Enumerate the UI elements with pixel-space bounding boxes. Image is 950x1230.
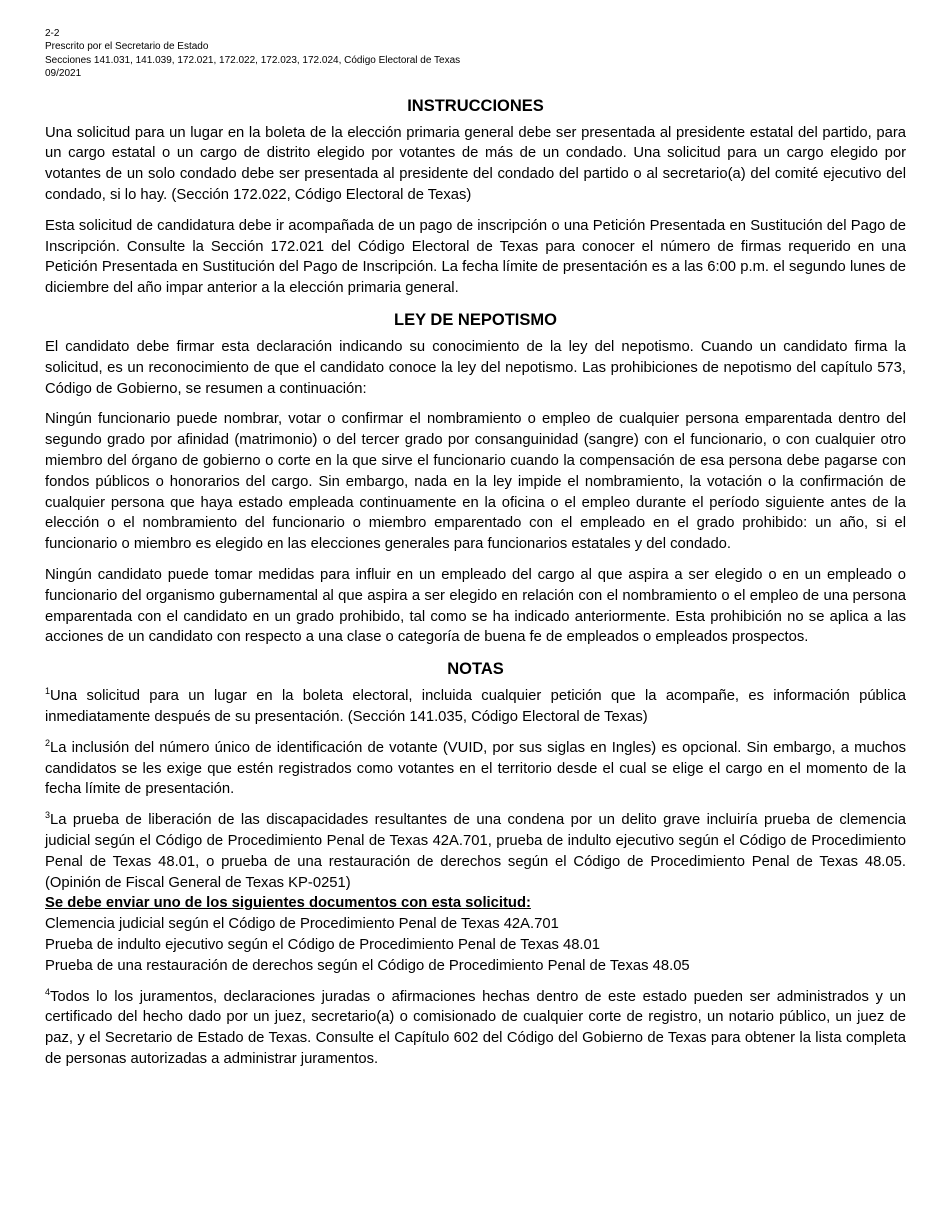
form-date: 09/2021 [45, 68, 82, 80]
note-1-marker: 1 [45, 686, 51, 697]
nepotismo-paragraph-3: Ningún candidato puede tomar medidas para influir en un empleado del cargo al que aspira a ser elegido o en un empleado o funcionario del organismo gubernamental al que aspira a ser elegido en relación con el nombramiento o el empleo de una persona emparentada con el candidato en un grado prohibido, tal como se ha indicado anteriormente. Esta prohibición no se aplica a las acciones de un candidato con respecto a una clase o categoría de buena fe de empleados o empleados prospectos. [45, 566, 906, 646]
document-page [45, 27, 906, 1080]
nepotismo-paragraph-1: El candidato debe firmar esta declaración indicando su conocimiento de la ley del nepotismo. Cuando un candidato firma la solicitud, es un reconocimiento de que el candidato conoce la ley del nepotismo. Las prohibiciones de nepotismo del capítulo 573, Código de Gobierno, se resumen a continuación: [45, 339, 906, 397]
note-2-text: La inclusión del número único de identificación de votante (VUID, por sus siglas en Ingles) es opcional. Sin embargo, a muchos candidatos se les exige que estén registrados como votantes en el territorio desde el cual se elige el cargo en el momento de la fecha límite de presentación. [45, 739, 906, 798]
required-document-item: Clemencia judicial según el Código de Procedimiento Penal de Texas 42A.701 [45, 916, 559, 933]
note-1-text: Una solicitud para un lugar en la boleta electoral, incluida cualquier petición que la acompañe, es información pública inmediatamente después de su presentación. (Sección 141.035, Código Electoral de Texas) [45, 688, 906, 725]
note-4 [45, 987, 906, 1070]
note-1 [45, 686, 906, 728]
note-4-marker: 4 [45, 986, 51, 997]
note-3-text: La prueba de liberación de las discapacidades resultantes de una condena por un delito grave incluiría prueba de clemencia judicial según el Código de Procedimiento Penal de Texas 42A.701, prueba de indulto ejecutivo según el Código de Procedimiento Penal de Texas 48.01, o prueba de una restauración de derechos según el Código de Procedimiento Penal de Texas 48.05. (Opinión de Fiscal General de Texas KP-0251) [45, 812, 906, 891]
note-4-text: Todos lo los juramentos, declaraciones juradas o afirmaciones hechas dentro de este estado pueden ser administrados y un certificado del hecho dado por un juez, secretario(a) o comisionado de cualquier corte de registro, un notario público, un juez de paz, y el Secretario de Estado de Texas. Consulte el Capítulo 602 del Código del Gobierno de Texas para obtener la lista completa de personas autorizadas a administrar juramentos. [45, 988, 906, 1067]
required-documents [45, 893, 906, 976]
prescribed-by: Prescrito por el Secretario de Estado [45, 41, 209, 53]
note-3 [45, 810, 906, 893]
instrucciones-paragraph-2: Esta solicitud de candidatura debe ir acompañada de un pago de inscripción o una Petición Presentada en Sustitución del Pago de Inscripción. Consulte la Sección 172.021 del Código Electoral de Texas para conocer el número de firmas requerido en una Petición Presentada en Sustitución del Pago de Inscripción. La fecha límite de presentación es a las 6:00 p.m. el segundo lunes de diciembre del año impar anterior a la elección primaria general. [45, 217, 906, 297]
instrucciones-paragraph-1: Una solicitud para un lugar en la boleta de la elección primaria general debe ser presentada al presidente estatal del partido, para un cargo estatal o un cargo de distrito elegido por votantes de más de un condado. Una solicitud para un cargo elegido por votantes de un solo condado debe ser presentada al presidente del condado del partido o al secretario(a) del comité ejecutivo del condado, si lo hay. (Sección 172.022, Código Electoral de Texas) [45, 124, 906, 204]
nepotismo-paragraph-2: Ningún funcionario puede nombrar, votar o confirmar el nombramiento o empleo de cualquier persona emparentada dentro del segundo grado por afinidad (matrimonio) o del tercer grado por consanguinidad (sangre) con el funcionario, o con cualquier otro miembro del órgano de gobierno o corte en la que sirve el funcionario cuando la compensación de esa persona debe pagarse con fondos públicos o honorarios del cargo. Sin embargo, nada en la ley impide el nombramiento, la votación o la confirmación de cualquier persona que haya estado empleada continuamente en la oficina o el empleo durante el período siguiente antes de la elección o el nombramiento del funcionario o miembro emparentado con el empleado en el grado prohibido: un año, si el funcionario o miembro es elegido en las elecciones generales para funcionarios estatales y del condado. [45, 411, 906, 553]
note-2 [45, 738, 906, 800]
note-2-marker: 2 [45, 737, 51, 748]
instrucciones-title: INSTRUCCIONES [407, 96, 544, 115]
nepotismo-title: LEY DE NEPOTISMO [394, 311, 557, 329]
statute-sections: Secciones 141.031, 141.039, 172.021, 172.022, 172.023, 172.024, Código Electoral de Texas [45, 54, 461, 66]
required-document-item: Prueba de indulto ejecutivo según el Código de Procedimiento Penal de Texas 48.01 [45, 936, 600, 953]
form-header [45, 27, 906, 81]
note-3-marker: 3 [45, 810, 51, 821]
required-documents-heading: Se debe enviar uno de los siguientes documentos con esta solicitud: [45, 895, 531, 912]
form-number: 2-2 [45, 28, 60, 39]
required-document-item: Prueba de una restauración de derechos según el Código de Procedimiento Penal de Texas 48.05 [45, 957, 690, 974]
notas-title: NOTAS [447, 660, 504, 679]
